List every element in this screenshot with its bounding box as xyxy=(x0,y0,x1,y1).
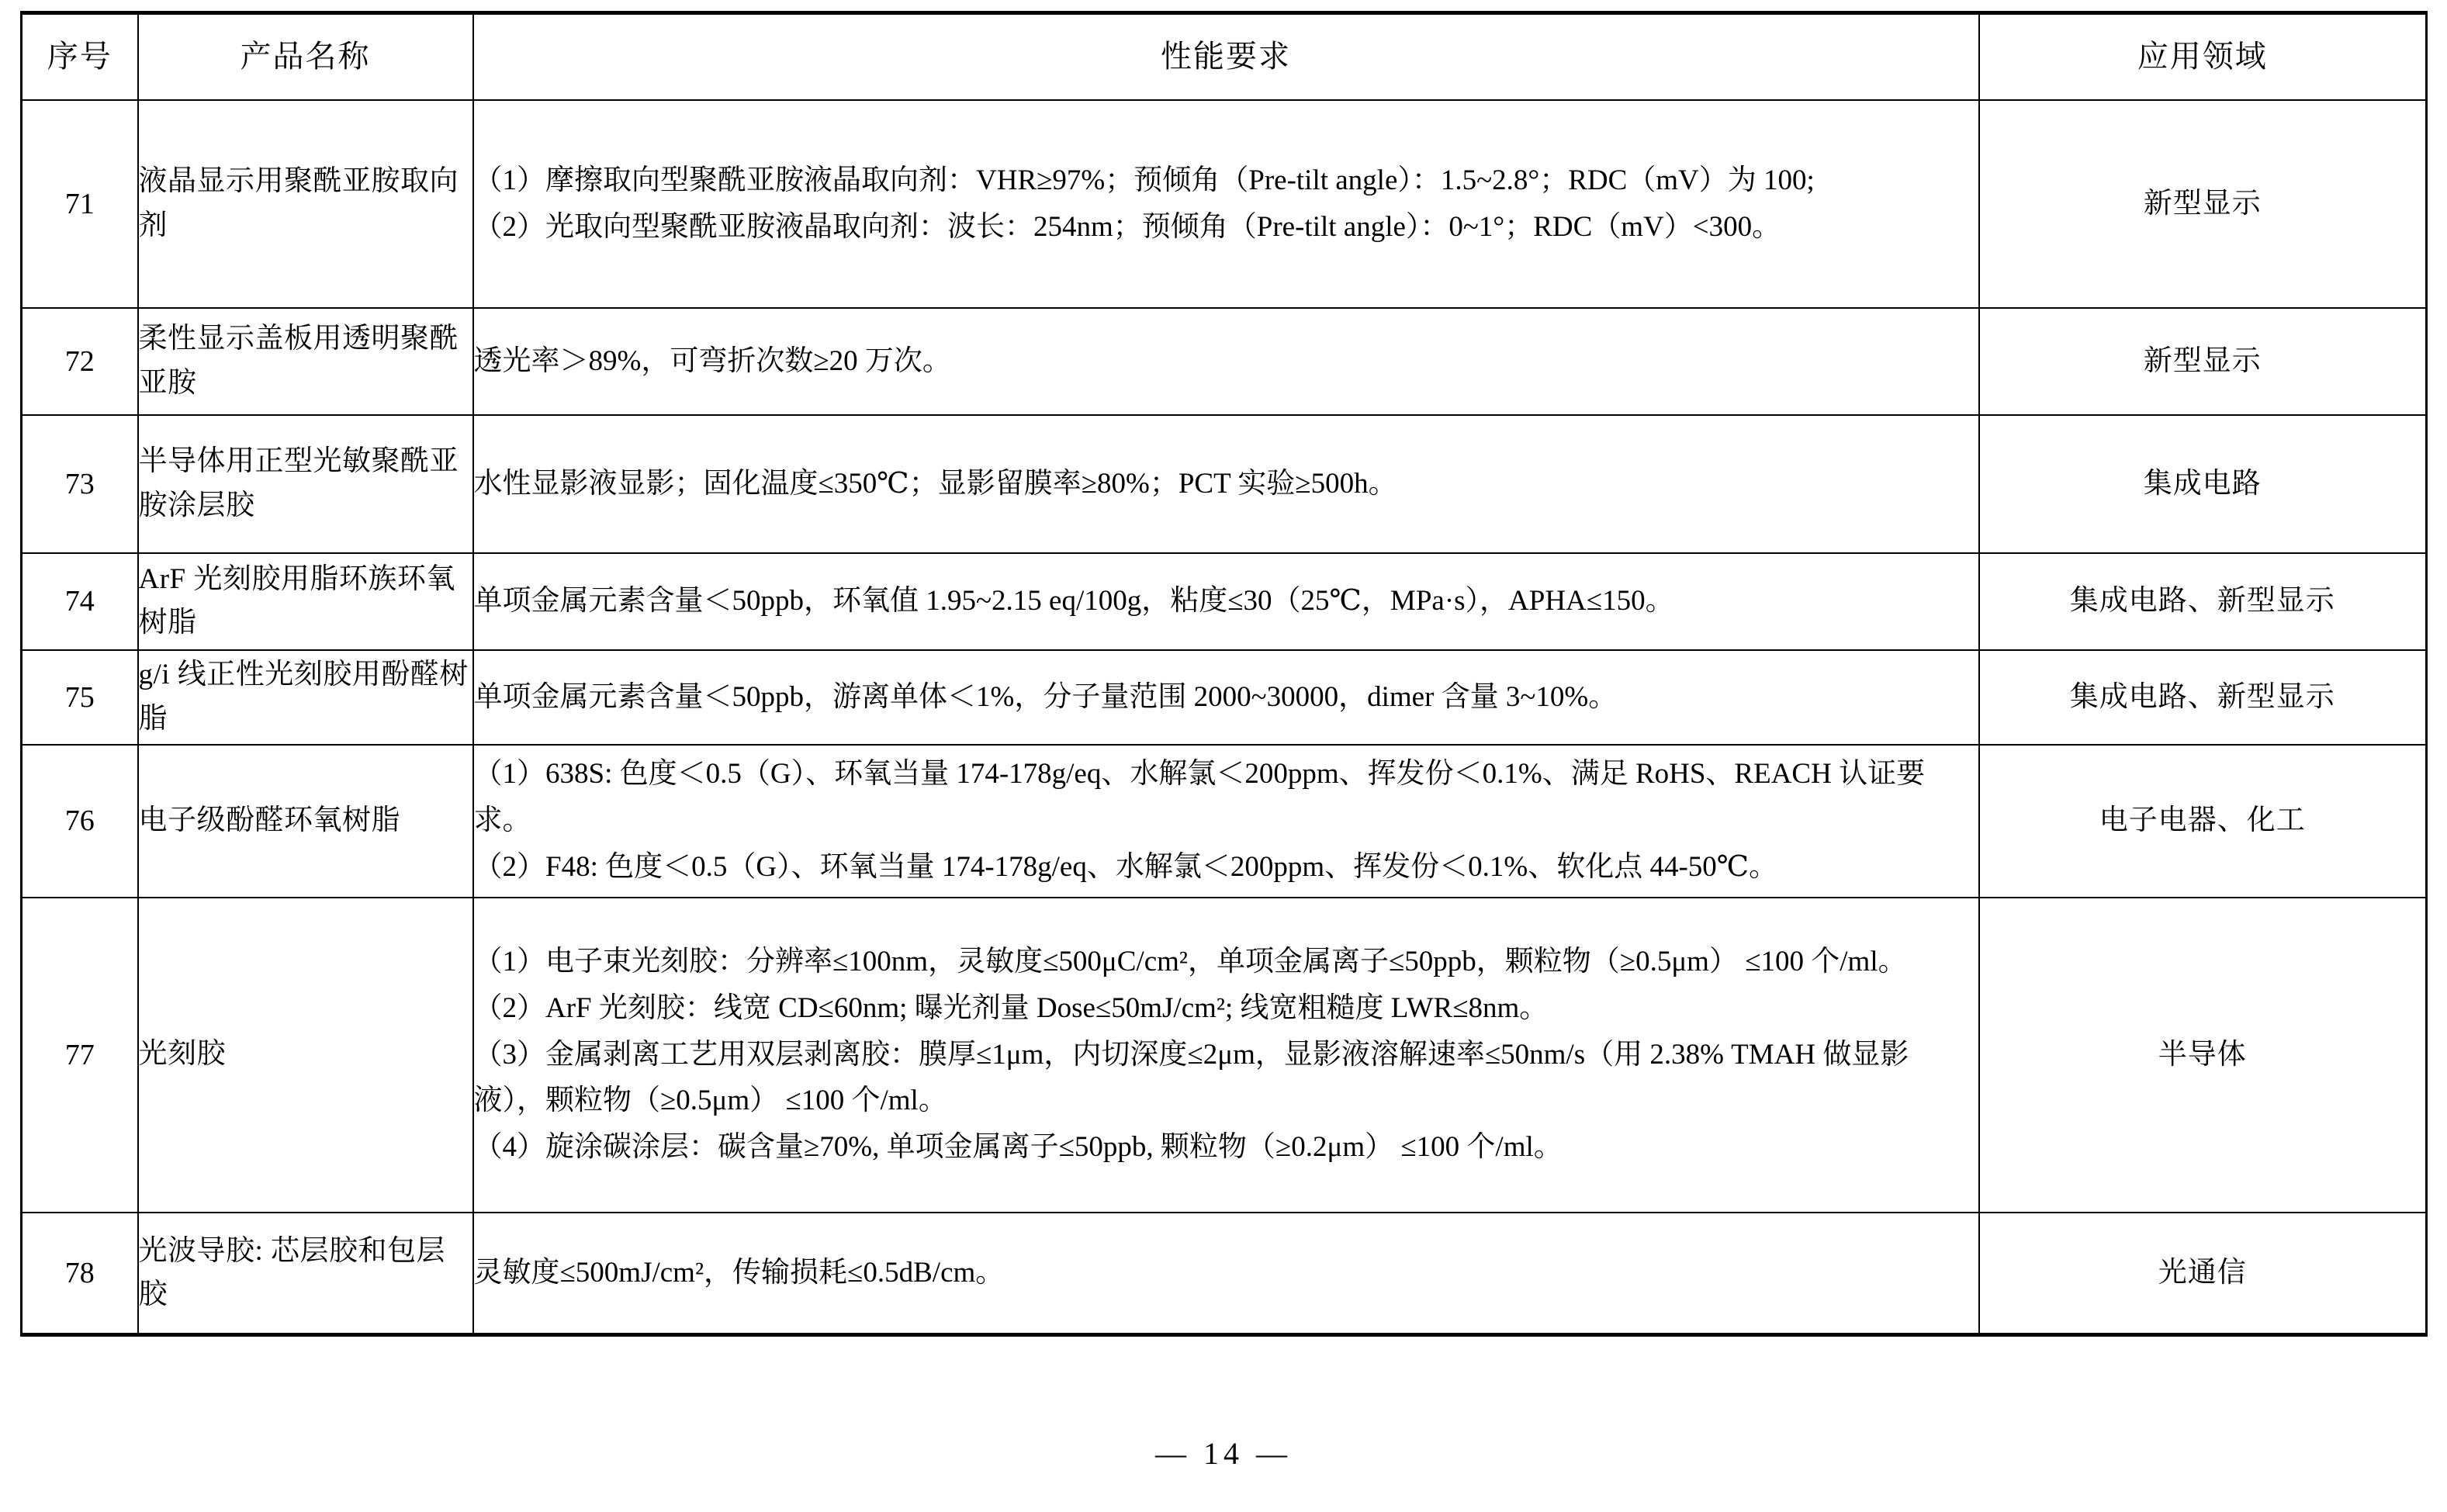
cell-application: 光通信 xyxy=(1979,1213,2427,1335)
column-header-product-name xyxy=(138,13,473,100)
cell-sequence: 78 xyxy=(22,1213,138,1335)
cell-performance xyxy=(473,415,1979,553)
table-row xyxy=(22,745,2427,898)
table-header-row xyxy=(22,13,2427,100)
cell-performance xyxy=(473,650,1979,745)
cell-performance xyxy=(473,1213,1979,1335)
column-header-performance xyxy=(473,13,1979,100)
cell-product-name: 液晶显示用聚酰亚胺取向剂 xyxy=(138,100,473,308)
cell-performance xyxy=(473,308,1979,415)
cell-application: 新型显示 xyxy=(1979,100,2427,308)
cell-product-name: 半导体用正型光敏聚酰亚胺涂层胶 xyxy=(138,415,473,553)
performance-line: 单项金属元素含量＜50ppb，环氧值 1.95~2.15 eq/100g，粘度≤30（25℃，MPa·s），APHA≤150。 xyxy=(473,585,1674,618)
cell-sequence: 76 xyxy=(22,745,138,898)
cell-application: 集成电路、新型显示 xyxy=(1979,650,2427,745)
cell-application: 新型显示 xyxy=(1979,308,2427,415)
product-specification-table xyxy=(20,11,2428,1337)
page-number-footer: — 14 — xyxy=(1155,1436,1292,1471)
performance-line: （2）光取向型聚酰亚胺液晶取向剂：波长：254nm；预倾角（Pre-tilt angle）：0~1°；RDC（mV）<300。 xyxy=(473,210,1781,243)
performance-line: （4）旋涂碳涂层：碳含量≥70%, 单项金属离子≤50ppb, 颗粒物（≥0.2μm） ≤100 个/ml。 xyxy=(473,1131,1563,1164)
cell-sequence: 74 xyxy=(22,553,138,650)
column-header-application-label: 应用领域 xyxy=(2137,39,2268,74)
performance-line: 单项金属元素含量＜50ppb，游离单体＜1%，分子量范围 2000~30000，dimer 含量 3~10%。 xyxy=(473,680,1618,713)
performance-line: （1）电子束光刻胶：分辨率≤100nm，灵敏度≤500μC/cm²，单项金属离子≤50ppb，颗粒物（≥0.5μm） ≤100 个/ml。 xyxy=(473,945,1907,977)
table-row xyxy=(22,650,2427,745)
column-header-sequence-label: 序号 xyxy=(47,39,112,74)
table-row xyxy=(22,1213,2427,1335)
table-header xyxy=(22,13,2427,100)
performance-line: （1）638S: 色度＜0.5（G）、环氧当量 174-178g/eq、水解氯＜200ppm、挥发份＜0.1%、满足 RoHS、REACH 认证要求。 xyxy=(473,758,1926,837)
table-row xyxy=(22,100,2427,308)
cell-product-name: 电子级酚醛环氧树脂 xyxy=(138,745,473,898)
column-header-performance-label: 性能要求 xyxy=(1161,39,1291,74)
cell-product-name: g/i 线正性光刻胶用酚醛树脂 xyxy=(138,650,473,745)
cell-sequence: 77 xyxy=(22,898,138,1213)
cell-application: 电子电器、化工 xyxy=(1979,745,2427,898)
cell-sequence: 72 xyxy=(22,308,138,415)
column-header-application xyxy=(1979,13,2427,100)
performance-line: 水性显影液显影；固化温度≤350℃；显影留膜率≥80%；PCT 实验≥500h。 xyxy=(473,467,1397,500)
cell-application: 半导体 xyxy=(1979,898,2427,1213)
cell-product-name: 柔性显示盖板用透明聚酰亚胺 xyxy=(138,308,473,415)
cell-product-name: 光刻胶 xyxy=(138,898,473,1213)
performance-line: （2）ArF 光刻胶：线宽 CD≤60nm; 曝光剂量 Dose≤50mJ/cm²; 线宽粗糙度 LWR≤8nm。 xyxy=(473,991,1549,1024)
cell-performance xyxy=(473,553,1979,650)
cell-sequence: 73 xyxy=(22,415,138,553)
table-body xyxy=(22,100,2427,1335)
cell-product-name: 光波导胶: 芯层胶和包层胶 xyxy=(138,1213,473,1335)
cell-product-name: ArF 光刻胶用脂环族环氧树脂 xyxy=(138,553,473,650)
table-row xyxy=(22,553,2427,650)
cell-performance xyxy=(473,898,1979,1213)
performance-line: （1）摩擦取向型聚酰亚胺液晶取向剂：VHR≥97%；预倾角（Pre-tilt angle）：1.5~2.8°；RDC（mV）为 100; xyxy=(473,164,1815,196)
table-row xyxy=(22,415,2427,553)
table-row xyxy=(22,308,2427,415)
column-header-product-name-label: 产品名称 xyxy=(240,39,371,74)
table-row xyxy=(22,898,2427,1213)
cell-sequence: 75 xyxy=(22,650,138,745)
performance-line: （3）金属剥离工艺用双层剥离胶：膜厚≤1μm，内切深度≤2μm，显影液溶解速率≤50nm/s（用 2.38% TMAH 做显影液），颗粒物（≥0.5μm） ≤100 个/ml。 xyxy=(473,1038,1909,1117)
performance-line: 透光率＞89%，可弯折次数≥20 万次。 xyxy=(473,344,951,377)
performance-line: 灵敏度≤500mJ/cm²，传输损耗≤0.5dB/cm。 xyxy=(473,1256,1005,1289)
column-header-sequence xyxy=(22,13,138,100)
cell-application: 集成电路 xyxy=(1979,415,2427,553)
performance-line: （2）F48: 色度＜0.5（G）、环氧当量 174-178g/eq、水解氯＜200ppm、挥发份＜0.1%、软化点 44-50℃。 xyxy=(473,850,1778,883)
cell-sequence: 71 xyxy=(22,100,138,308)
cell-performance xyxy=(473,100,1979,308)
cell-performance xyxy=(473,745,1979,898)
cell-application: 集成电路、新型显示 xyxy=(1979,553,2427,650)
